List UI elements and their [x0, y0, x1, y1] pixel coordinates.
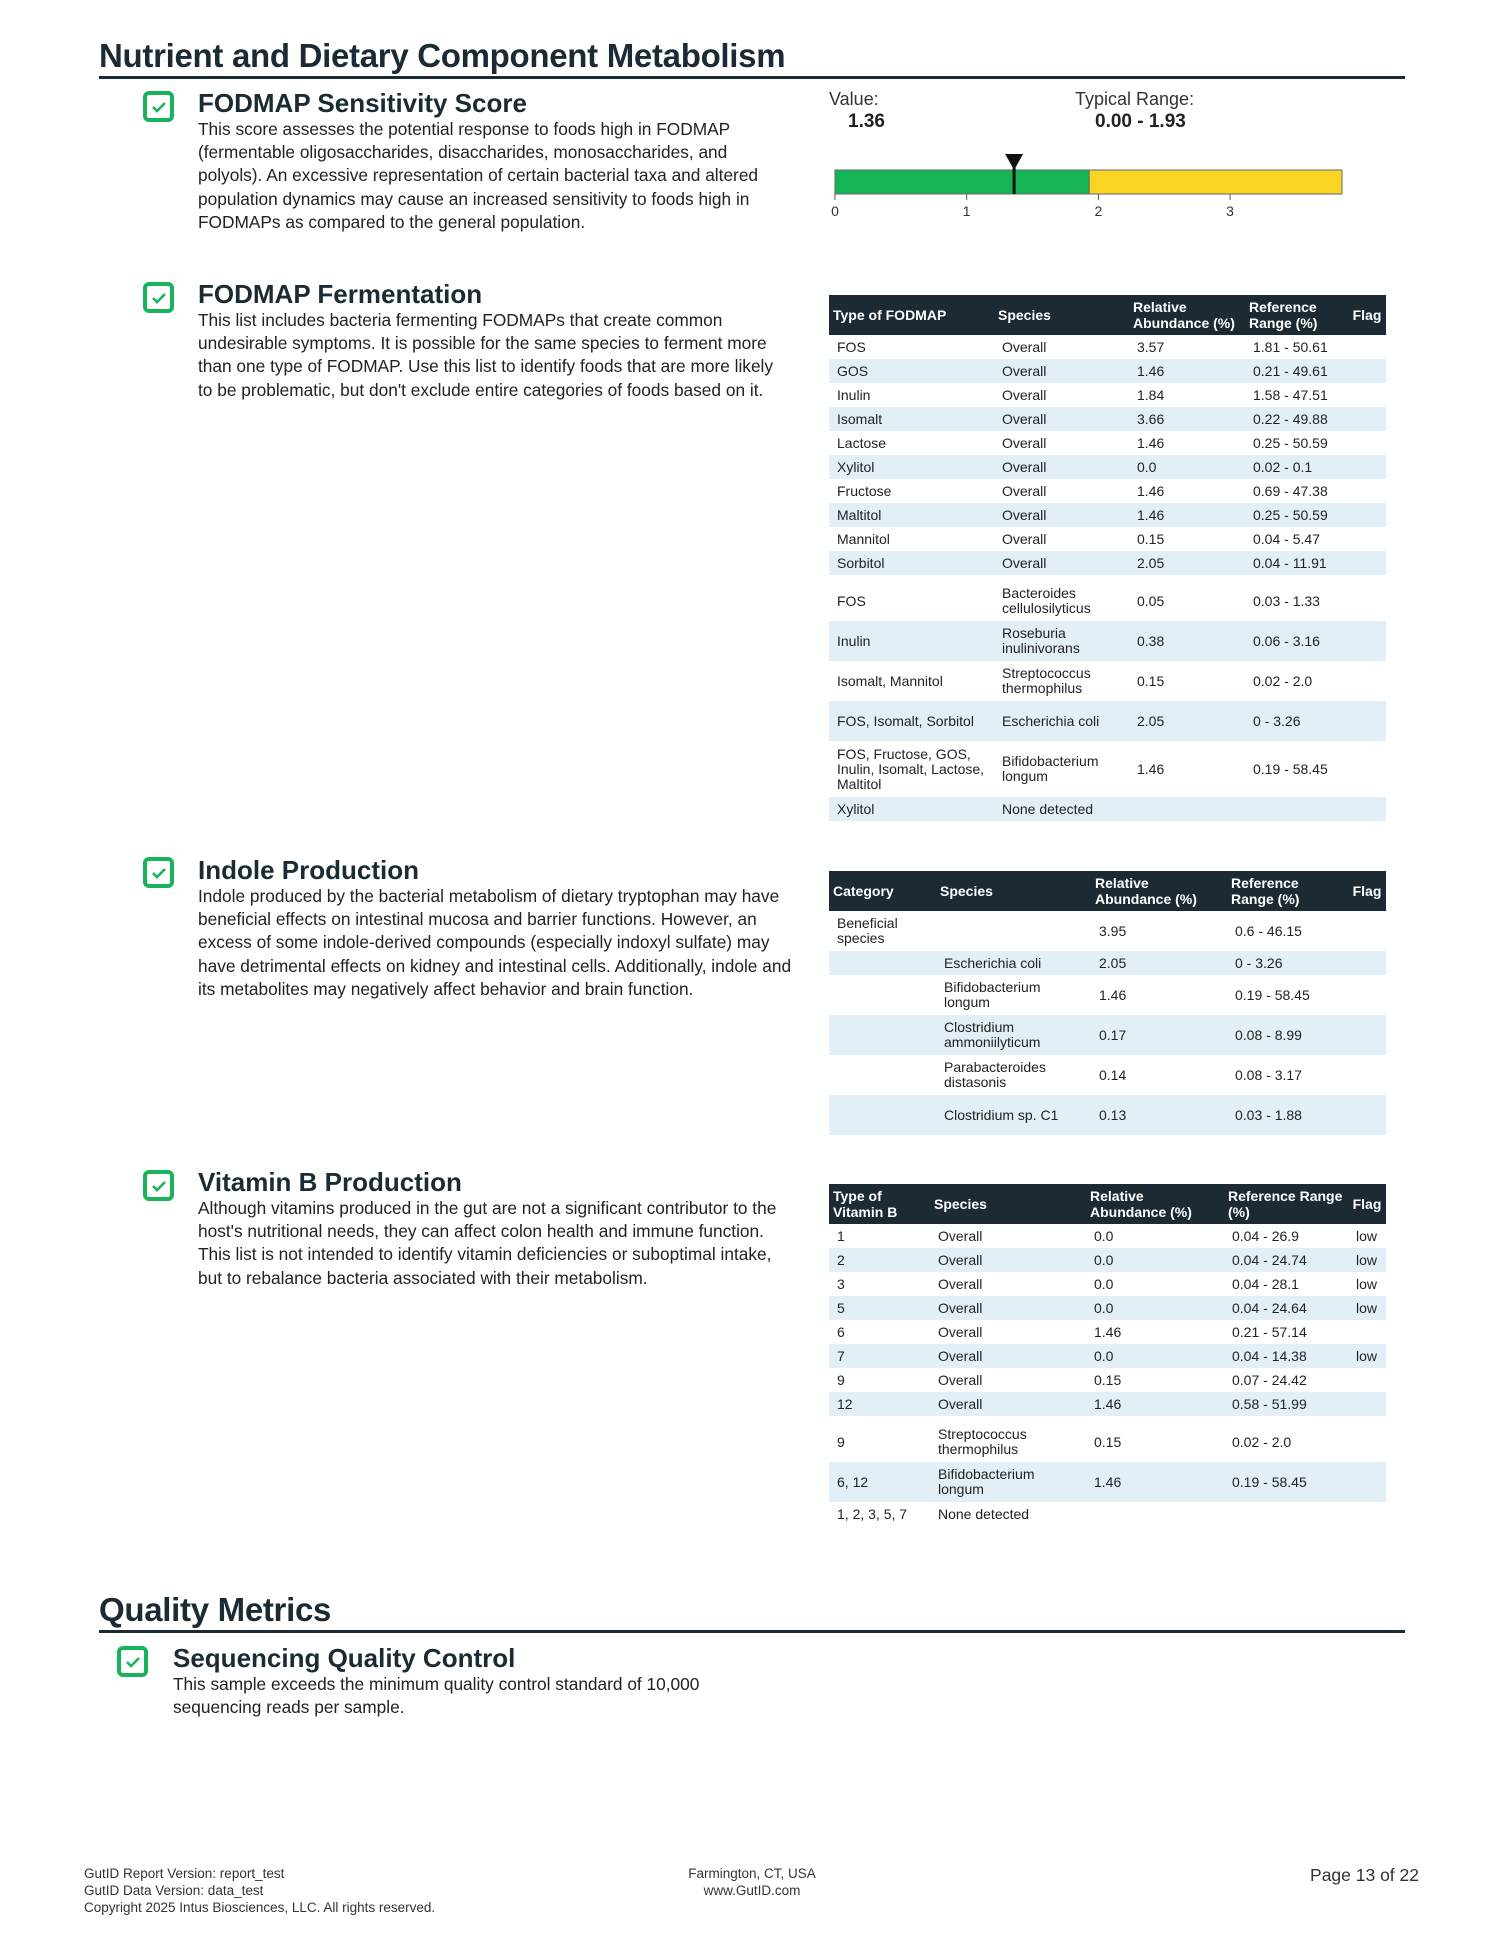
table-cell: 1.46 [1137, 482, 1165, 499]
footer-versions [84, 1865, 435, 1916]
table-cell: Fructose [837, 482, 892, 499]
table-cell: 1, 2, 3, 5, 7 [837, 1505, 908, 1522]
column-header: Relative Abundance (%) [1086, 1184, 1224, 1224]
table-row [829, 1392, 1386, 1416]
table-cell [829, 975, 936, 1015]
table-cell [1348, 1462, 1386, 1502]
section-title-quality: Quality Metrics [99, 1591, 332, 1628]
column-header: Flag [1348, 871, 1386, 911]
table-row [829, 797, 1386, 821]
table-cell: 9 [837, 1371, 845, 1388]
check-icon [143, 1170, 174, 1201]
table-row [829, 951, 1386, 975]
table-cell: 0.14 [1099, 1066, 1127, 1083]
table-cell: Escherichia coli [936, 951, 1091, 975]
table-cell: Roseburia inulinivorans [994, 621, 1129, 661]
column-header: Reference Range (%) [1245, 295, 1348, 335]
table-cell: 3.57 [1137, 338, 1165, 355]
table-row [829, 1462, 1386, 1502]
table-cell: Clostridium ammoniilyticum [936, 1015, 1091, 1055]
table-row [829, 975, 1386, 1015]
gauge-tick-label: 2 [1094, 203, 1103, 219]
table-cell: 0.07 - 24.42 [1232, 1371, 1307, 1388]
column-header: Reference Range (%) [1227, 871, 1348, 911]
table-cell [1348, 1055, 1386, 1095]
table-row [829, 1502, 1386, 1526]
table-cell: 0.15 [1137, 672, 1165, 689]
table-row [829, 431, 1386, 455]
location: Farmington, CT, USA [688, 1866, 816, 1881]
table-cell: 0.0 [1086, 1296, 1224, 1320]
table-cell: 1.58 - 47.51 [1253, 386, 1328, 403]
table-cell [1348, 335, 1386, 359]
table-cell: Overall [930, 1344, 1086, 1368]
vitamin-b-table [829, 1184, 1386, 1526]
table-cell [1348, 407, 1386, 431]
table-cell [829, 1015, 936, 1055]
table-row [829, 741, 1386, 797]
table-cell [1348, 1095, 1386, 1135]
table-cell: 0.25 - 50.59 [1253, 434, 1328, 451]
column-header: Relative Abundance (%) [1091, 871, 1227, 911]
table-cell: low [1356, 1275, 1378, 1292]
table-row [829, 527, 1386, 551]
table-cell: Overall [994, 551, 1129, 575]
table-cell: 3 [837, 1275, 845, 1292]
table-cell: Overall [938, 1227, 983, 1244]
gauge-tick-label: 3 [1226, 203, 1234, 219]
table-cell: 0.0 [1086, 1344, 1224, 1368]
table-cell [1086, 1502, 1224, 1526]
table-cell: None detected [994, 797, 1129, 821]
table-cell: 0.02 - 2.0 [1232, 1433, 1292, 1450]
table-cell: 1.46 [1137, 760, 1165, 777]
table-cell: Overall [938, 1371, 983, 1388]
table-cell: Inulin [837, 386, 871, 403]
table-cell [1348, 359, 1386, 383]
table-cell: 0.04 - 11.91 [1245, 551, 1348, 575]
footer-location [652, 1865, 852, 1899]
column-header: Species [936, 871, 1091, 911]
table-cell: GOS [829, 359, 994, 383]
table-cell: Overall [1002, 482, 1047, 499]
table-row [829, 383, 1386, 407]
table-row [829, 1015, 1386, 1055]
table-cell [1348, 503, 1386, 527]
table-cell: Clostridium sp. C1 [936, 1095, 1091, 1135]
fodmap-fermentation-title: FODMAP Fermentation [198, 279, 483, 309]
table-cell [1348, 1320, 1386, 1344]
table-cell [1348, 1392, 1386, 1416]
table-cell [936, 911, 1091, 951]
table-cell: Overall [1002, 434, 1047, 451]
table-cell: Overall [930, 1392, 1086, 1416]
table-cell: Lactose [837, 434, 887, 451]
section-rule [99, 76, 1405, 79]
table-cell: Bacteroides cellulosilyticus [1002, 585, 1091, 616]
gauge-elevated-zone [1089, 170, 1342, 194]
table-cell: Overall [994, 407, 1129, 431]
table-cell: 0.0 [1094, 1227, 1114, 1244]
table-cell: Maltitol [829, 503, 994, 527]
table-cell: 0.04 - 26.9 [1232, 1227, 1299, 1244]
table-cell: 1.46 [1129, 359, 1245, 383]
check-icon [143, 857, 174, 888]
column-header: Species [994, 295, 1129, 335]
indole-description: Indole produced by the bacterial metabolism of dietary tryptophan may have beneficial effects on intestinal mucosa and barrier functions. However, an excess of some indole-derived compounds (especially indoxyl sulfate) may have detrimental effects on kidney and intestinal cells. Additionally, indole and its metabolites may negatively affect behavior and brain function. [198, 886, 792, 999]
table-cell: 5 [829, 1296, 930, 1320]
vitamin-b-title: Vitamin B Production [198, 1167, 462, 1197]
table-cell: 0.19 - 58.45 [1235, 986, 1310, 1003]
table-cell: 1.46 [1094, 1323, 1122, 1340]
table-cell [1348, 911, 1386, 951]
table-row [829, 479, 1386, 503]
check-icon [143, 282, 174, 313]
table-cell: Streptococcus thermophilus [938, 1426, 1027, 1457]
table-cell: Isomalt, Mannitol [837, 672, 943, 689]
table-cell: Mannitol [837, 530, 890, 547]
data-version: GutID Data Version: data_test [84, 1883, 264, 1898]
copyright: Copyright 2025 Intus Biosciences, LLC. All rights reserved. [84, 1900, 436, 1915]
table-row [829, 911, 1386, 951]
section-rule [99, 1630, 1405, 1633]
table-row [829, 335, 1386, 359]
page-number: Page 13 of 22 [1310, 1865, 1419, 1885]
table-cell: 0.08 - 3.17 [1235, 1066, 1302, 1083]
column-header: Relative Abundance (%) [1129, 295, 1245, 335]
column-header: Species [930, 1184, 1086, 1224]
table-cell: 0 - 3.26 [1245, 701, 1348, 741]
table-cell [1348, 975, 1386, 1015]
table-row [829, 661, 1386, 701]
check-icon [117, 1646, 148, 1677]
table-cell: 2.05 [1091, 951, 1227, 975]
table-cell: 0.15 [1137, 530, 1165, 547]
table-cell: 1.81 - 50.61 [1253, 338, 1328, 355]
table-cell: 0.15 [1094, 1371, 1122, 1388]
table-row [829, 621, 1386, 661]
table-cell: 2 [829, 1248, 930, 1272]
table-cell [1224, 1502, 1348, 1526]
fodmap-fermentation-description: This list includes bacteria fermenting FODMAPs that create common undesirable symptoms. It is possible for the same species to ferment more than one type of FODMAP. Use this list to identify foods that are more likely to be problematic, but don't exclude entire categories of foods based on it. [198, 310, 774, 400]
table-cell: FOS, Fructose, GOS, Inulin, Isomalt, Lactose, Maltitol [837, 745, 985, 792]
table-row [829, 1095, 1386, 1135]
vitamin-b-description: Although vitamins produced in the gut are not a significant contributor to the host's nutritional needs, they can affect colon health and immune function. This list is not intended to identify vitamin deficiencies or suboptimal intake, but to rebalance bacteria associated with their metabolism. [198, 1198, 777, 1288]
table-cell: 3.95 [1099, 922, 1127, 939]
table-cell: Xylitol [829, 797, 994, 821]
table-row [829, 1272, 1386, 1296]
table-row [829, 551, 1386, 575]
indole-table [829, 871, 1386, 1135]
table-cell: 0.0 [1094, 1275, 1114, 1292]
table-cell: 0.08 - 8.99 [1227, 1015, 1348, 1055]
table-cell: 0.21 - 49.61 [1245, 359, 1348, 383]
range-label: Typical Range: [1075, 89, 1195, 109]
table-cell: 0.03 - 1.88 [1227, 1095, 1348, 1135]
table-cell: FOS [837, 338, 866, 355]
column-header: Type of FODMAP [829, 295, 994, 335]
table-cell: 0.0 [1129, 455, 1245, 479]
table-cell: 1.46 [1129, 503, 1245, 527]
table-cell: 0.02 - 2.0 [1253, 672, 1313, 689]
table-cell [1245, 797, 1348, 821]
table-cell [1348, 383, 1386, 407]
table-cell: low [1348, 1296, 1386, 1320]
table-cell: Overall [1002, 338, 1047, 355]
table-cell [1348, 797, 1386, 821]
table-cell: 1.46 [1086, 1392, 1224, 1416]
table-cell: Overall [930, 1296, 1086, 1320]
gauge-tick-label: 0 [831, 203, 839, 219]
table-cell: 2.05 [1129, 551, 1245, 575]
report-version: GutID Report Version: report_test [84, 1866, 285, 1881]
table-row [829, 701, 1386, 741]
table-cell: 0.58 - 51.99 [1224, 1392, 1348, 1416]
table-cell: Beneficial species [837, 915, 898, 946]
section-title-nutrient: Nutrient and Dietary Component Metabolism [99, 37, 786, 74]
table-cell: 12 [829, 1392, 930, 1416]
value-label: Value: [829, 89, 879, 109]
table-cell: Bifidobacterium longum [1002, 753, 1099, 784]
fodmap-fermentation-table [829, 295, 1386, 821]
table-cell: 0.03 - 1.33 [1253, 592, 1320, 609]
table-cell: 3.66 [1129, 407, 1245, 431]
gauge-tick-label: 1 [962, 203, 971, 219]
table-cell [1348, 551, 1386, 575]
table-row [829, 1344, 1386, 1368]
table-cell: 0.04 - 14.38 [1224, 1344, 1348, 1368]
score-value: 1.36 [848, 111, 885, 132]
check-icon [143, 91, 174, 122]
table-cell: 2.05 [1129, 701, 1245, 741]
table-cell: 0.04 - 28.1 [1232, 1275, 1299, 1292]
table-cell [1348, 431, 1386, 455]
table-row [829, 1248, 1386, 1272]
table-cell: 0.04 - 24.74 [1224, 1248, 1348, 1272]
table-cell: Inulin [829, 621, 994, 661]
table-cell: 1.46 [1137, 434, 1165, 451]
table-cell: FOS [837, 592, 866, 609]
gauge-normal-zone [835, 170, 1089, 194]
table-row [829, 1055, 1386, 1095]
table-row [829, 1296, 1386, 1320]
table-cell: Overall [938, 1323, 983, 1340]
table-cell: Streptococcus thermophilus [1002, 665, 1091, 696]
column-header: Reference Range (%) [1224, 1184, 1348, 1224]
table-cell: Sorbitol [829, 551, 994, 575]
fodmap-score-gauge [820, 148, 1360, 228]
table-cell [829, 1095, 936, 1135]
table-cell: 0.19 - 58.45 [1253, 760, 1328, 777]
table-cell: 7 [829, 1344, 930, 1368]
table-cell: Overall [994, 455, 1129, 479]
table-cell: Parabacteroides distasonis [944, 1059, 1046, 1090]
table-cell: 1.46 [1099, 986, 1127, 1003]
column-header: Category [829, 871, 936, 911]
table-cell: Overall [994, 359, 1129, 383]
table-cell: Overall [930, 1248, 1086, 1272]
table-cell: Escherichia coli [994, 701, 1129, 741]
table-cell [1348, 621, 1386, 661]
table-cell [1348, 1502, 1386, 1526]
gauge-marker-icon [1005, 154, 1023, 170]
table-cell: 0.6 - 46.15 [1235, 922, 1302, 939]
table-cell: Overall [938, 1275, 983, 1292]
table-cell [1348, 741, 1386, 797]
table-cell [829, 1055, 936, 1095]
table-cell: 0.21 - 57.14 [1232, 1323, 1307, 1340]
table-cell [1348, 479, 1386, 503]
typical-range-value: 0.00 - 1.93 [1095, 111, 1186, 132]
table-cell: Overall [1002, 530, 1047, 547]
table-cell: 0.0 [1086, 1248, 1224, 1272]
sequencing-qc-title: Sequencing Quality Control [173, 1643, 516, 1673]
column-header: Flag [1348, 295, 1386, 335]
table-cell [1348, 455, 1386, 479]
table-cell: 0 - 3.26 [1227, 951, 1348, 975]
table-cell [1129, 797, 1245, 821]
table-cell [829, 951, 936, 975]
table-cell: 6 [837, 1323, 845, 1340]
sequencing-qc-description: This sample exceeds the minimum quality control standard of 10,000 sequencing reads per sample. [173, 1674, 700, 1718]
table-cell: None detected [938, 1505, 1030, 1522]
table-cell: 1.84 [1137, 386, 1165, 403]
table-cell: Xylitol [829, 455, 994, 479]
table-cell: 1 [837, 1227, 845, 1244]
table-cell: 0.38 [1129, 621, 1245, 661]
table-cell [1348, 1368, 1386, 1392]
table-cell: FOS, Isomalt, Sorbitol [829, 701, 994, 741]
table-cell: Overall [1002, 386, 1047, 403]
table-cell: low [1356, 1227, 1378, 1244]
table-cell: 0.06 - 3.16 [1245, 621, 1348, 661]
table-cell: Isomalt [829, 407, 994, 431]
table-cell: 0.04 - 5.47 [1253, 530, 1320, 547]
table-row [829, 581, 1386, 621]
table-cell: 0.15 [1094, 1433, 1122, 1450]
table-cell [1348, 1015, 1386, 1055]
table-row [829, 1422, 1386, 1462]
table-cell [1348, 951, 1386, 975]
table-cell: low [1348, 1248, 1386, 1272]
column-header: Type of Vitamin B [829, 1184, 930, 1224]
table-cell [1348, 701, 1386, 741]
table-row [829, 1224, 1386, 1248]
table-row [829, 503, 1386, 527]
table-cell: Bifidobacterium longum [930, 1462, 1086, 1502]
website-link[interactable]: www.GutID.com [703, 1883, 801, 1898]
table-row [829, 1320, 1386, 1344]
table-row [829, 455, 1386, 479]
table-cell: 0.22 - 49.88 [1245, 407, 1348, 431]
table-cell [1348, 661, 1386, 701]
table-cell [1348, 1422, 1386, 1462]
table-cell: 0.17 [1091, 1015, 1227, 1055]
table-cell: Overall [994, 503, 1129, 527]
indole-title: Indole Production [198, 855, 419, 885]
table-cell: 0.69 - 47.38 [1253, 482, 1328, 499]
table-cell: Bifidobacterium longum [944, 979, 1041, 1010]
table-cell: 0.19 - 58.45 [1224, 1462, 1348, 1502]
table-cell: 0.04 - 24.64 [1224, 1296, 1348, 1320]
table-cell [1348, 581, 1386, 621]
table-cell: 0.13 [1091, 1095, 1227, 1135]
table-cell: low [1348, 1344, 1386, 1368]
table-cell: 1.46 [1086, 1462, 1224, 1502]
table-cell: 9 [837, 1433, 845, 1450]
table-cell: 0.25 - 50.59 [1245, 503, 1348, 527]
table-row [829, 359, 1386, 383]
table-cell [1348, 527, 1386, 551]
fodmap-score-description: This score assesses the potential response to foods high in FODMAP (fermentable oligosaccharides, disaccharides, monosaccharides, and polyols). An excessive representation of certain bacterial taxa and altered population dynamics may cause an increased sensitivity to foods high in FODMAPs as compared to the general population. [198, 119, 759, 232]
fodmap-score-title: FODMAP Sensitivity Score [198, 88, 527, 118]
table-row [829, 1368, 1386, 1392]
table-row [829, 407, 1386, 431]
table-cell: 6, 12 [829, 1462, 930, 1502]
table-cell: 0.05 [1137, 592, 1165, 609]
table-cell: 0.02 - 0.1 [1245, 455, 1348, 479]
column-header: Flag [1348, 1184, 1386, 1224]
